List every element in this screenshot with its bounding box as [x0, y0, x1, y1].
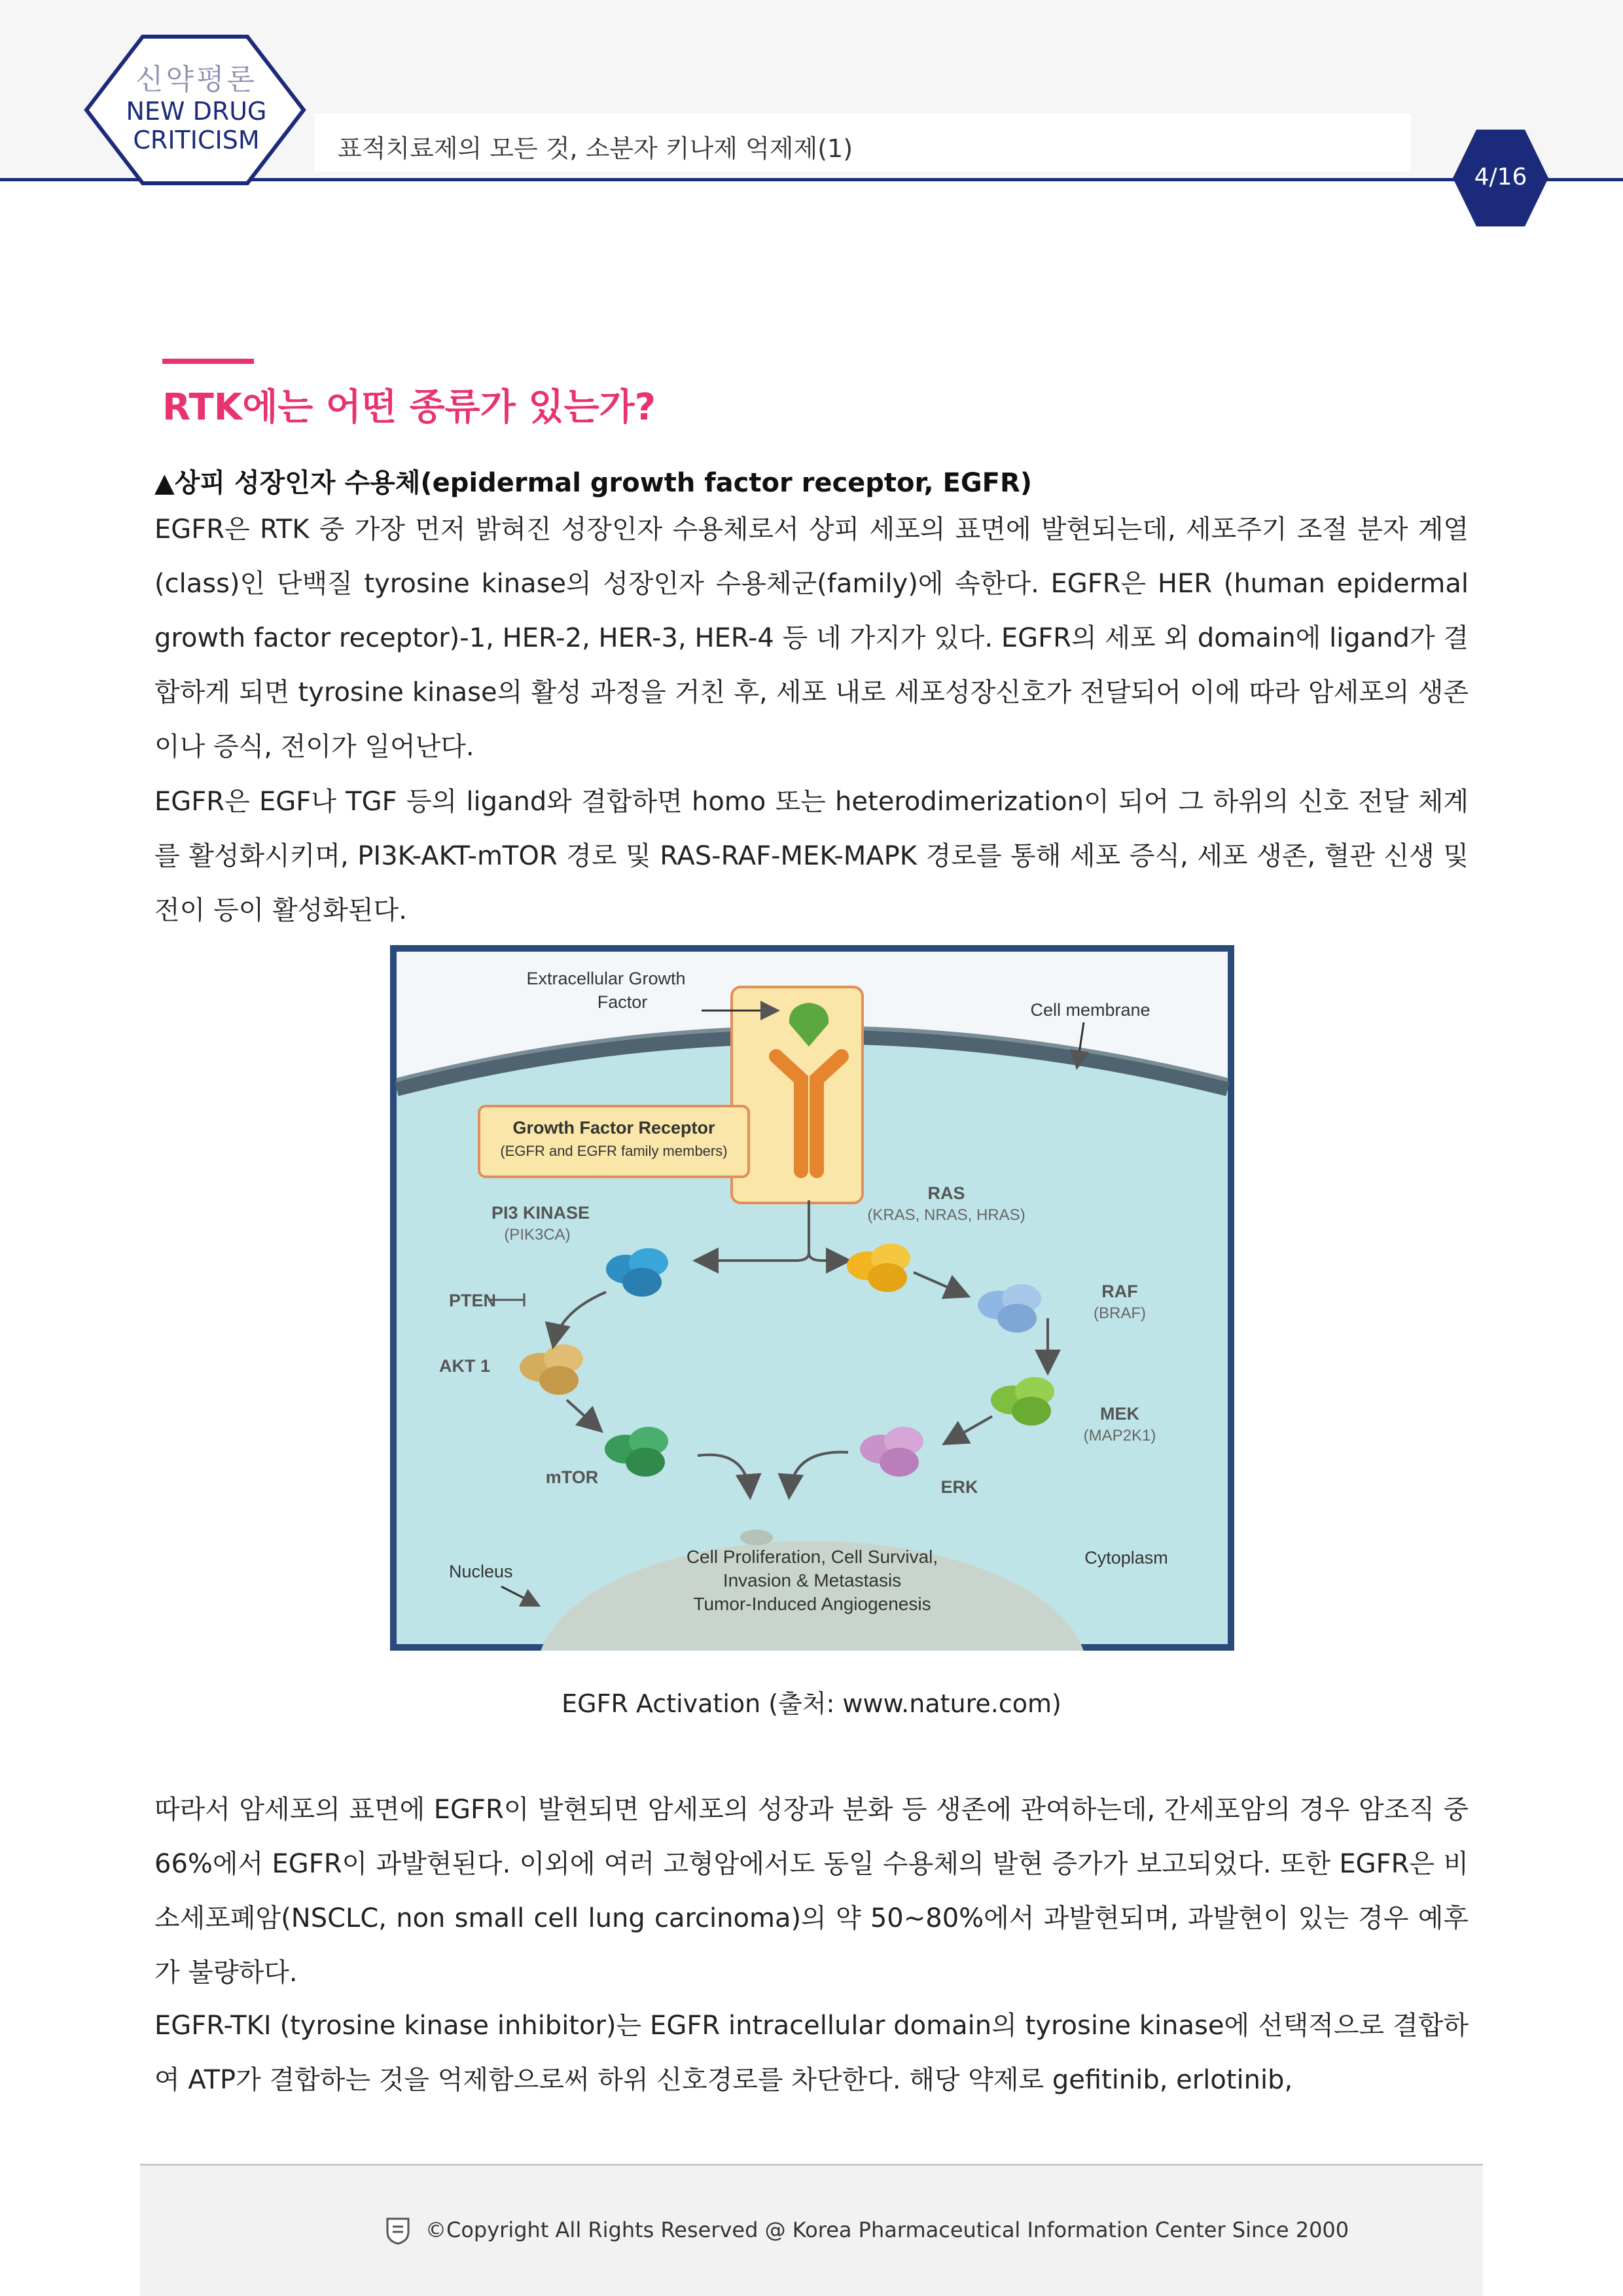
receptor-label-box: [479, 1106, 749, 1177]
label-akt: AKT 1: [439, 1356, 491, 1376]
label-mtor: mTOR: [545, 1467, 599, 1487]
label-erk: ERK: [940, 1477, 978, 1497]
document-title: 표적치료제의 모든 것, 소분자 키나제 억제제(1): [338, 134, 853, 163]
label-cell-membrane: Cell membrane: [1030, 1000, 1150, 1020]
paragraph-egfr-signaling: EGFR은 EGF나 TGF 등의 ligand와 결합하면 homo 또는 heterodimerization이 되어 그 하위의 신호 전달 체계를 활성화시키며, PI3K-AKT-mTOR 경로 및 RAS-RAF-MEK-MAPK 경로를 통해 세포 증식, 세포 생존, 혈관 신생 및 전이 등이 활성화된다.: [154, 787, 1469, 925]
paragraph-egfr-intro: EGFR은 RTK 중 가장 먼저 밝혀진 성장인자 수용체로서 상피 세포의 표면에 발현되는데, 세포주기 조절 분자 계열(class)인 단백질 tyrosine kinase의 성장인자 수용체군(family)에 속한다. EGFR은 HER (human epidermal growth factor receptor)-1, HER-2, HER-3, HER-4 등 네 가지가 있다. EGFR의 세포 외 domain에 ligand가 결합하게 되면 tyrosine kinase의 활성 과정을 거친 후, 세포 내로 세포성장신호가 전달되어 이에 따라 암세포의 생존이나 증식, 전이가 일어난다.: [154, 514, 1469, 762]
logo-english-line1: NEW DRUG: [126, 97, 267, 126]
label-ras-sub: (KRAS, NRAS, HRAS): [867, 1206, 1026, 1224]
page-number: 4/16: [1474, 164, 1527, 190]
logo-korean: 신약평론: [135, 63, 257, 96]
label-raf: RAF: [1101, 1282, 1138, 1301]
logo: [105, 63, 288, 154]
label-cytoplasm: Cytoplasm: [1084, 1548, 1168, 1568]
label-egf-line2: Factor: [597, 992, 648, 1012]
label-nucleus: Nucleus: [449, 1562, 513, 1581]
logo-english-line2: CRITICISM: [133, 126, 260, 154]
subsection-heading: ▲상피 성장인자 수용체(epidermal growth factor receptor, EGFR): [154, 468, 1033, 498]
paragraph-egfr-tki: EGFR-TKI (tyrosine kinase inhibitor)는 EGFR intracellular domain의 tyrosine kinase에 선택적으로 결합하여 ATP가 결합하는 것을 억제함으로써 하위 신호경로를 차단한다. 해당 약제로 gefitinib, erlotinib,: [154, 2011, 1469, 2095]
label-outcome-line3: Tumor-Induced Angiogenesis: [693, 1594, 931, 1614]
section-accent-bar: [162, 359, 254, 364]
label-egf-line1: Extracellular Growth: [526, 969, 686, 988]
paragraph-egfr-overexpression: 따라서 암세포의 표면에 EGFR이 발현되면 암세포의 성장과 분화 등 생존에 관여하는데, 간세포암의 경우 암조직 중 66%에서 EGFR이 과발현된다. 이외에 여러 고형암에서도 동일 수용체의 발현 증가가 보고되었다. 또한 EGFR은 비소세포폐암(NSCLC, non small cell lung carcinoma)의 약 50~80%에서 과발현되며, 과발현이 있는 경우 예후가 불량하다.: [154, 1795, 1469, 1988]
label-pi3k-sub: (PIK3CA): [504, 1226, 571, 1244]
label-outcome-line2: Invasion & Metastasis: [722, 1570, 902, 1590]
footer-copyright: ©Copyright All Rights Reserved @ Korea Pharmaceutical Information Center Since 2000: [425, 2217, 1349, 2242]
label-raf-sub: (BRAF): [1094, 1304, 1146, 1322]
label-ras: RAS: [927, 1183, 965, 1203]
section-title: RTK에는 어떤 종류가 있는가?: [162, 386, 656, 429]
label-receptor-sub: (EGFR and EGFR family members): [500, 1143, 728, 1159]
label-mek-sub: (MAP2K1): [1083, 1427, 1156, 1444]
label-receptor-title: Growth Factor Receptor: [512, 1118, 715, 1138]
label-pten: PTEN: [449, 1291, 497, 1310]
figure-caption: EGFR Activation (출처: www.nature.com): [562, 1689, 1061, 1718]
shield-icon: [385, 2216, 411, 2245]
label-mek: MEK: [1100, 1404, 1139, 1424]
label-pi3k: PI3 KINASE: [491, 1203, 590, 1223]
label-outcome-line1: Cell Proliferation, Cell Survival,: [686, 1547, 938, 1567]
egfr-activation-diagram: [390, 945, 1234, 1651]
